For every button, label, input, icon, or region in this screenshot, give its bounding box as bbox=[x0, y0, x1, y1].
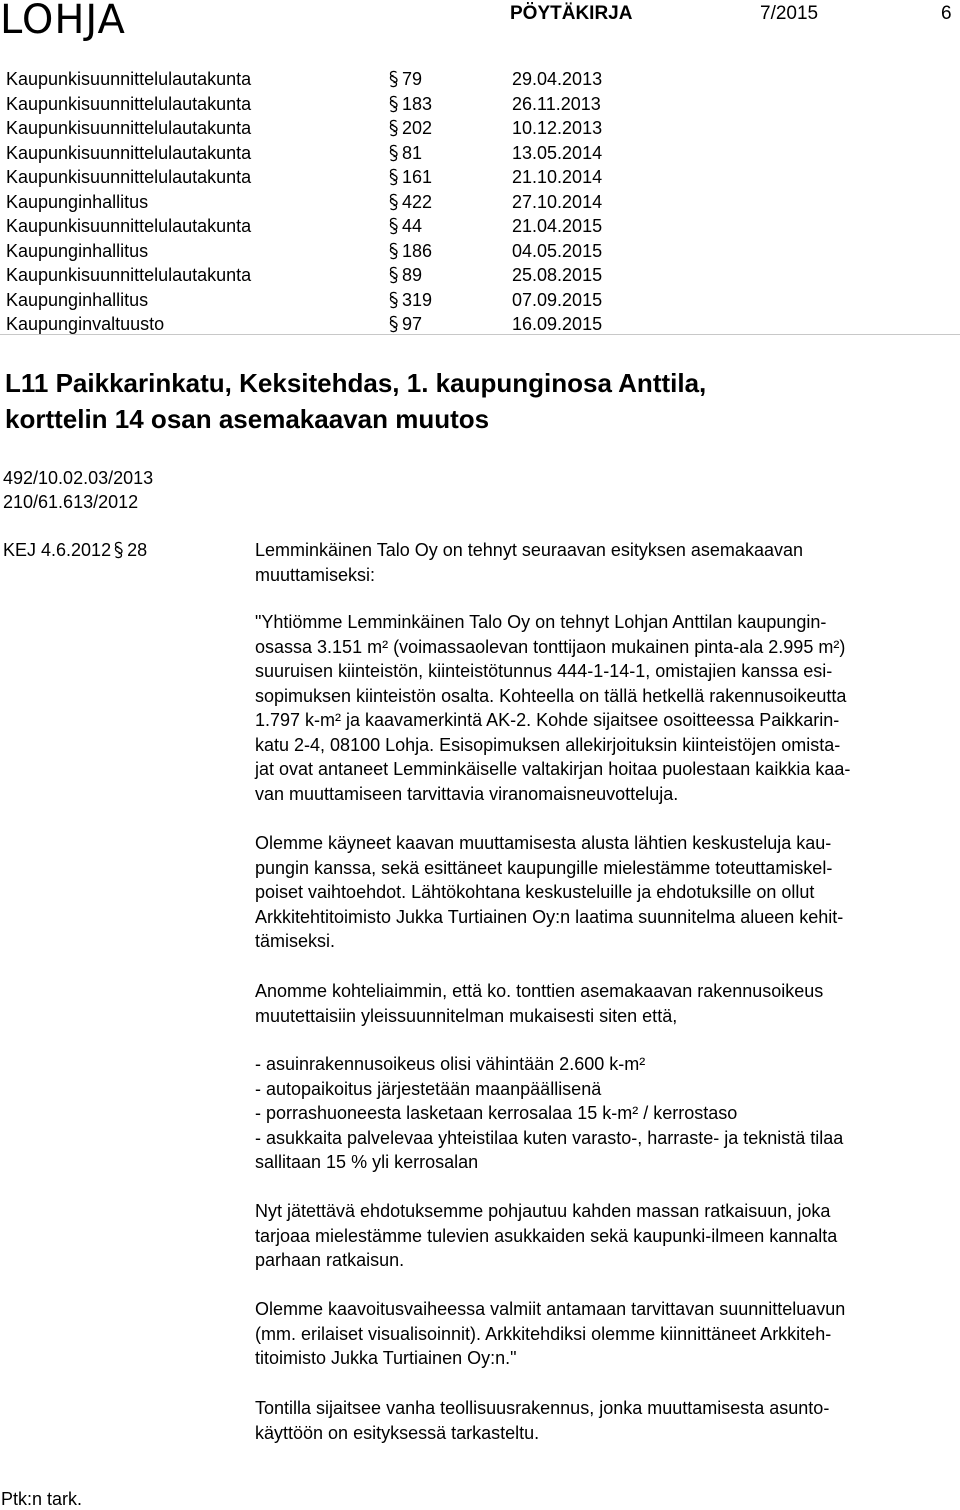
list-item: - porrashuoneesta lasketaan kerrosalaa 15 k-m² / kerrostaso bbox=[255, 1103, 738, 1123]
section-divider bbox=[0, 334, 960, 335]
text-line: poiset vaihtoehdot. Lähtökohtana keskusteluille ja ehdotuksille on ollut bbox=[255, 882, 815, 902]
history-number: 319 bbox=[402, 289, 433, 310]
text-line: van muuttamiseen tarvittavia viranomaisneuvotteluja. bbox=[255, 783, 679, 804]
history-number: 161 bbox=[402, 167, 433, 187]
section-mark-icon bbox=[388, 291, 399, 309]
history-row bbox=[6, 165, 960, 190]
history-row bbox=[6, 141, 960, 166]
requirements-list bbox=[255, 1052, 955, 1175]
history-date: 26.11.2013 bbox=[512, 93, 601, 114]
minutes-checker-label: Ptk:n tark. bbox=[1, 1489, 83, 1509]
history-body: Kaupunginhallitus bbox=[6, 289, 149, 310]
kej-label: KEJ 4.6.2012 bbox=[3, 540, 112, 560]
history-number: 186 bbox=[402, 240, 433, 261]
list-item: - asuinrakennusoikeus olisi vähintään 2.600 k-m² bbox=[255, 1054, 646, 1074]
file-reference: 492/10.02.03/2013 bbox=[3, 468, 154, 488]
history-date: 13.05.2014 bbox=[512, 142, 603, 163]
text-line: muutettaisiin yleissuunnitelman mukaisesti siten että, bbox=[255, 1005, 678, 1026]
history-body: Kaupunginhallitus bbox=[6, 240, 149, 261]
section-mark-icon bbox=[388, 217, 399, 235]
section-mark-icon bbox=[388, 119, 399, 137]
section-mark-icon bbox=[388, 95, 399, 113]
paragraph bbox=[255, 1396, 955, 1445]
text-line: tämiseksi. bbox=[255, 931, 336, 951]
text-line: parhaan ratkaisun. bbox=[255, 1250, 405, 1270]
history-date: 25.08.2015 bbox=[512, 265, 603, 285]
text-line: käyttöön on esityksessä tarkasteltu. bbox=[255, 1422, 540, 1443]
section-mark-icon bbox=[388, 315, 399, 333]
history-row bbox=[6, 312, 960, 337]
text-line: sopimuksen kiinteistön osalta. Kohteella on tällä hetkellä rakennusoikeutta bbox=[255, 685, 847, 706]
text-line: tarjoaa mielestämme tulevien asukkaiden sekä kaupunki-ilmeen kannalta bbox=[255, 1225, 838, 1246]
text-line: katu 2-4, 08100 Lohja. Esisopimuksen allekirjoituksin kiinteistöjen omista- bbox=[255, 734, 841, 755]
paragraph bbox=[255, 1297, 955, 1371]
item-title-line: L11 Paikkarinkatu, Keksitehdas, 1. kaupunginosa Anttila, bbox=[5, 368, 707, 398]
history-date: 10.12.2013 bbox=[512, 118, 603, 138]
history-date: 21.10.2014 bbox=[512, 167, 603, 187]
list-item: sallitaan 15 % yli kerrosalan bbox=[255, 1152, 479, 1172]
history-number: 89 bbox=[402, 265, 423, 285]
text-line: titoimisto Jukka Turtiainen Oy:n." bbox=[255, 1348, 517, 1368]
text-line: pungin kanssa, sekä esittäneet kaupungille mielestämme toteuttamiskel- bbox=[255, 857, 833, 878]
text-line: jat ovat antaneet Lemminkäiselle valtakirjan hoitaa puolestaan kaikkia kaa- bbox=[255, 759, 851, 779]
history-number: 44 bbox=[402, 216, 423, 236]
history-date: 16.09.2015 bbox=[512, 314, 603, 334]
history-number: 202 bbox=[402, 118, 433, 138]
kej-reference bbox=[3, 539, 147, 561]
section-mark-icon bbox=[388, 193, 399, 211]
history-row bbox=[6, 263, 960, 288]
handling-history bbox=[6, 67, 960, 337]
section-mark-icon bbox=[388, 70, 399, 88]
text-line: osassa 3.151 m² (voimassaolevan tonttijaon mukainen pinta-ala 2.995 m²) bbox=[255, 636, 846, 657]
history-number: 81 bbox=[402, 142, 423, 163]
text-line: Nyt jätettävä ehdotuksemme pohjautuu kahden massan ratkaisuun, joka bbox=[255, 1201, 831, 1221]
paragraph: Lemminkäinen Talo Oy on tehnyt seuraavan esityksen asemakaavan muuttamiseksi: bbox=[255, 540, 803, 585]
history-row bbox=[6, 67, 960, 92]
paragraph bbox=[255, 979, 955, 1028]
history-row bbox=[6, 288, 960, 313]
section-mark-icon bbox=[388, 168, 399, 186]
history-body: Kaupunkisuunnittelulautakunta bbox=[6, 142, 252, 163]
text-line: suuruisen kiinteistön, kiinteistötunnus 444-1-14-1, omistajien kanssa esi- bbox=[255, 661, 833, 681]
history-row bbox=[6, 190, 960, 215]
file-reference: 210/61.613/2012 bbox=[3, 492, 139, 512]
history-body: Kaupunginvaltuusto bbox=[6, 314, 165, 334]
item-title bbox=[5, 365, 950, 437]
section-mark-icon bbox=[388, 242, 399, 260]
document-number: 7/2015 bbox=[760, 3, 819, 24]
text-line: Tontilla sijaitsee vanha teollisuusrakennus, jonka muuttamisesta asunto- bbox=[255, 1398, 830, 1418]
section-mark-icon bbox=[388, 266, 399, 284]
history-body: Kaupunkisuunnittelulautakunta bbox=[6, 216, 252, 236]
paragraph bbox=[255, 1199, 955, 1273]
text-line: (mm. erilaiset visualisoinnit). Arkkitehdiksi olemme kiinnittäneet Arkkiteh- bbox=[255, 1323, 832, 1344]
text-line: Olemme käyneet kaavan muuttamisesta alusta lähtien keskusteluja kau- bbox=[255, 833, 832, 853]
history-date: 27.10.2014 bbox=[512, 191, 603, 212]
history-date: 21.04.2015 bbox=[512, 216, 603, 236]
list-item: - asukkaita palvelevaa yhteistilaa kuten varasto-, harraste- ja teknistä tilaa bbox=[255, 1127, 844, 1148]
document-type: PÖYTÄKIRJA bbox=[510, 3, 633, 24]
history-number: 97 bbox=[402, 314, 423, 334]
paragraph bbox=[255, 831, 955, 954]
list-item: - autopaikoitus järjestetään maanpäällisenä bbox=[255, 1078, 602, 1099]
history-row bbox=[6, 92, 960, 117]
kej-number: 28 bbox=[127, 540, 148, 560]
section-mark-icon bbox=[113, 541, 124, 559]
section-mark-icon bbox=[388, 144, 399, 162]
history-body: Kaupunkisuunnittelulautakunta bbox=[6, 167, 252, 187]
history-row bbox=[6, 116, 960, 141]
item-title-line: korttelin 14 osan asemakaavan muutos bbox=[5, 404, 490, 434]
history-body: Kaupunkisuunnittelulautakunta bbox=[6, 118, 252, 138]
text-line: "Yhtiömme Lemminkäinen Talo Oy on tehnyt Lohjan Anttilan kaupungin- bbox=[255, 612, 827, 632]
text-line: 1.797 k-m² ja kaavamerkintä AK-2. Kohde sijaitsee osoitteessa Paikkarin- bbox=[255, 710, 840, 730]
history-date: 07.09.2015 bbox=[512, 289, 603, 310]
history-row bbox=[6, 239, 960, 264]
proposal-paragraph bbox=[255, 610, 955, 806]
history-body: Kaupunginhallitus bbox=[6, 191, 149, 212]
history-row bbox=[6, 214, 960, 239]
history-body: Kaupunkisuunnittelulautakunta bbox=[6, 93, 252, 114]
history-body: Kaupunkisuunnittelulautakunta bbox=[6, 265, 252, 285]
history-number: 422 bbox=[402, 191, 433, 212]
history-date: 04.05.2015 bbox=[512, 240, 603, 261]
text-line: Olemme kaavoitusvaiheessa valmiit antamaan tarvittavan suunnitteluavun bbox=[255, 1299, 846, 1319]
history-date: 29.04.2013 bbox=[512, 69, 603, 89]
text-line: Arkkitehtitoimisto Jukka Turtiainen Oy:n laatima suunnitelma alueen kehit- bbox=[255, 906, 844, 927]
history-number: 79 bbox=[402, 69, 423, 89]
history-number: 183 bbox=[402, 93, 433, 114]
page-number: 6 bbox=[941, 3, 952, 24]
text-line: Anomme kohteliaimmin, että ko. tonttien asemakaavan rakennusoikeus bbox=[255, 981, 824, 1001]
lohja-logo: LOHJA bbox=[0, 0, 126, 43]
history-body: Kaupunkisuunnittelulautakunta bbox=[6, 69, 252, 89]
